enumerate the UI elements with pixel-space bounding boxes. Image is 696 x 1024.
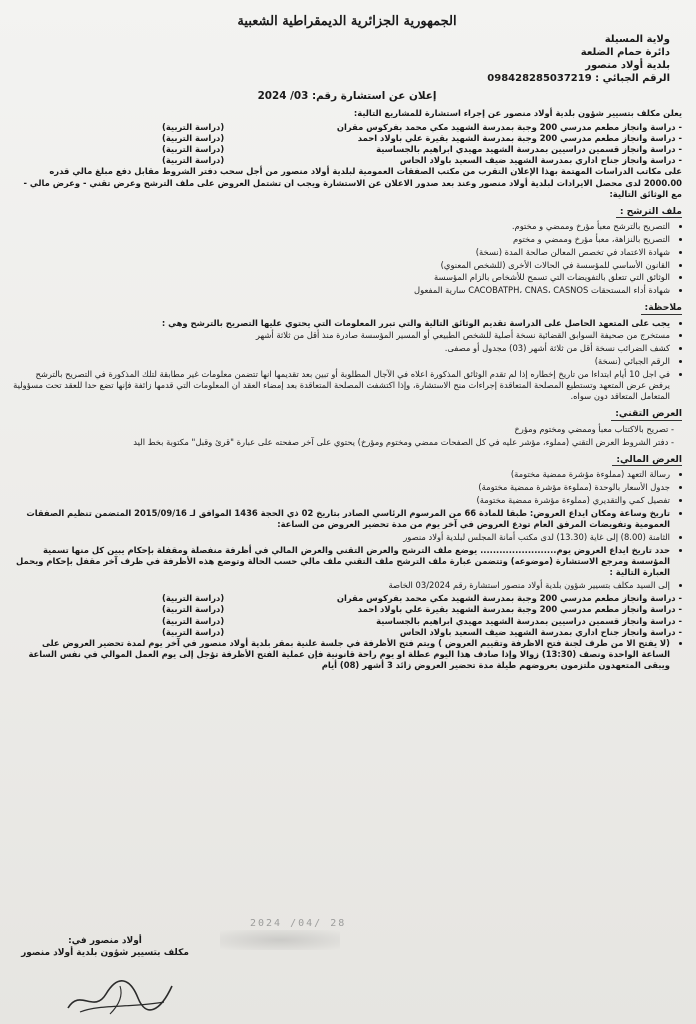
commune-line: بلدية أولاد منصور	[585, 60, 670, 72]
candidacy-item: • القانون الأساسي للمؤسسة في الحالات الأخرى (للشخص المعنوي)	[12, 260, 670, 271]
candidacy-item: • شهادة الاعتماد في تخصص المعالن صالحة المدة (نسخة)	[12, 247, 670, 258]
announcement-title-prefix: إعلان عن استشارة رقم:	[312, 90, 437, 103]
closing-list	[12, 638, 682, 672]
project-item	[12, 133, 682, 144]
project-text: - دراسة وانجاز مطعم مدرسي 200 وجبة بمدرسة الشهيد مكي محمد بفركوس مقران	[336, 593, 682, 604]
financial-offer-heading: العرض المالي:	[612, 454, 682, 466]
candidacy-heading: ملف الترشح :	[616, 206, 682, 218]
project-text: - دراسة وانجاز قسمين دراسيين بمدرسة الشهيد مهيدي ابراهيم بالجساسية	[376, 615, 682, 626]
project-tag: (دراسة التربية)	[162, 144, 225, 155]
project-text: - دراسة وانجاز جناح اداري بمدرسة الشهيد ضيف السعيد باولاد الحاس	[399, 155, 682, 166]
financial-item: • جدول الأسعار بالوحدة (مملوءة مؤشرة ممضية مختومة)	[12, 482, 670, 493]
financial-item: • رسالة التعهد (مملوءة مؤشرة ممضية مختومة)	[12, 469, 670, 480]
signature-place: أولاد منصور في:	[68, 936, 142, 946]
technical-item: - تصريح بالاكتتاب معبأ وممضي ومختوم ومؤرخ	[514, 423, 674, 434]
note-item: • الرقم الجبائي (نسخة)	[12, 356, 670, 367]
technical-item: - دفتر الشروط العرض التقني (مملوء، مؤشر عليه في كل الصفحات ممضي ومختوم ومؤرخ) يحتوي على آخر صفحته على عبارة "قرئ وقبل" مكتوبة بخط اليد	[133, 436, 674, 447]
candidacy-list	[12, 221, 682, 296]
note-item: • مستخرج من صحيفة السوابق القضائية نسخة أصلية للشخص الطبيعي أو المسير المؤسسة صادرة منذ أقل من ثلاثة أشهر	[12, 330, 670, 341]
nif-label: الرقم الجبائي :	[595, 73, 670, 85]
project-text: - دراسة وانجاز مطعم مدرسي 200 وجبة بمدرسة الشهيد مكي محمد بفركوس مقران	[336, 121, 682, 132]
issuer-header	[440, 33, 670, 85]
technical-offer-list	[12, 424, 682, 448]
candidacy-item: • شهادة أداء المستحقات CACOBATPH، CNAS، CASNOS سارية المفعول	[12, 285, 670, 296]
financial-offer-list	[12, 469, 682, 506]
envelope-paragraph: • حدد تاريخ ايداع العروض يوم........................ يوضع ملف الترشح والعرض التقني والعرض المالي في أظرفة منفصلة ومقفلة بإحكام يبين كل منها تسمية المؤسسة ومرجع الاستشارة (موضوعه) وتتضمن عبارة ملف الترشح ملف التقني ملف مالي حسب الحالة وتوضع هذه الأظرفة في ظرف آخر مقفل بإحكام ويحمل العبارة التالية :	[12, 545, 670, 579]
note-item: • في اجل 10 أيام ابتداءا من تاريخ إخطاره إذا لم تقدم الوثائق المذكورة اعلاه في الآجال المطلوبة أو تبين بعد تقديمها انها تتضمن معلومات غير مطابقة لتلك المذكورة في التصريح بالترشح يرفض عرض المتعهد وتستطيع المصلحة المتعاقدة إجراءات منح الاستشارة، وإذا اكتشفت المصلحة المتعاقدة بعد إمضاء العقد ان المعلومات التي قدمها زائفة فإنها تضع حدا للعقد تحت مسؤولية المتعامل المتعاقد دون سواه.	[12, 369, 670, 403]
project-tag: (دراسة التربية)	[162, 593, 225, 604]
address-paragraph: • إلى السيد مكلف بتسيير شؤون بلدية أولاد منصور استشارة رقم 03/2024 الخاصة	[12, 580, 670, 591]
project-tag: (دراسة التربية)	[162, 132, 225, 143]
daira-line: دائرة حمام الضلعة	[580, 47, 670, 59]
note-lead: • يجب على المتعهد الحاصل على الدراسة تقديم الوثائق التالية والتي تبرر المعلومات التي يحتوي عليها التصريح بالترشح وهي :	[12, 318, 670, 329]
wilaya-line: ولاية المسيلة	[604, 34, 670, 46]
project-text: - دراسة وانجاز مطعم مدرسي 200 وجبة بمدرسة الشهيد بقيرة علي باولاد احمد	[357, 604, 682, 615]
project-tag: (دراسة التربية)	[162, 615, 225, 626]
nif-value: 098428285037219	[487, 73, 592, 85]
signature-block	[20, 935, 190, 959]
hours-paragraph: • الثامنة (8.00) إلى غاية (13.30) لدى مكتب أمانة المجلس لبلدية أولاد منصور	[12, 532, 670, 543]
note-list	[12, 318, 682, 403]
project-item	[12, 593, 682, 604]
project-item	[12, 122, 682, 133]
scan-smudge	[220, 930, 340, 950]
technical-offer-heading: العرض التقني:	[611, 408, 682, 420]
signature-signer: مكلف بتسيير شؤون بلدية أولاد منصور	[21, 948, 189, 958]
announcement-number: 2024 /03	[257, 90, 309, 103]
deadline-paragraph: • تاريخ وساعة ومكان ايداع العروض: طبقا للمادة 66 من المرسوم الرئاسي الصادر بتاريخ 02 ذي الحجة 1436 الموافق لـ 2015/09/16 المتضمن تنظيم الصفقات العمومية وتفويضات المرفق العام تودع العروض في آخر يوم من مدة تحضير العروض من الساعة:	[12, 508, 670, 530]
project-tag: (دراسة التربية)	[162, 604, 225, 615]
date-stamp: 2024 /04/ 28	[250, 918, 347, 929]
candidacy-item: • التصريح بالنزاهة، معبأ مؤرخ وممضي و مختوم	[12, 234, 670, 245]
project-item	[12, 627, 682, 638]
project-item	[12, 604, 682, 615]
project-item	[12, 616, 682, 627]
intro-text: يعلن مكلف بتسيير شؤون بلدية أولاد منصور عن إجراء استشارة للمشاريع التالية:	[353, 108, 682, 119]
project-text: - دراسة وانجاز قسمين دراسيين بمدرسة الشهيد مهيدي ابراهيم بالجساسية	[376, 144, 682, 155]
project-text: - دراسة وانجاز مطعم مدرسي 200 وجبة بمدرسة الشهيد بقيرة علي باولاد احمد	[357, 132, 682, 143]
deposit-list	[12, 508, 682, 591]
closing-paragraph: • (لا يفتح الا من طرف لجنة فتح الاظرفة وتقييم العروض ) ويتم فتح الأظرفة في جلسة علنية بمقر بلدية أولاد منصور في آخر يوم لمدة تحضير العروض على الساعة الواحدة ونصف (13:30) زوالا وإذا صادف هذا اليوم عطلة او يوم راحة قانونية فإن عملية الفتح الأظرفة تؤجل إلى يوم العمل الموالي في نفس الساعة ويبقى المتعهدون ملتزمون بعروضهم طيلة مدة تحضير العروض زائد 3 أشهر (08) أيام	[12, 638, 670, 672]
project-text: - دراسة وانجاز جناح اداري بمدرسة الشهيد ضيف السعيد باولاد الحاس	[399, 626, 682, 637]
project-tag: (دراسة التربية)	[162, 155, 225, 166]
announcement-title	[12, 91, 682, 102]
announcement-document	[12, 10, 682, 674]
project-tag: (دراسة التربية)	[162, 626, 225, 637]
note-item: • كشف الضرائب نسخة أقل من ثلاثة أشهر (03) مجدول أو مصفى.	[12, 343, 670, 354]
projects-repeat-list	[12, 593, 682, 638]
project-item	[12, 144, 682, 155]
note-heading: ملاحظة:	[641, 302, 682, 314]
projects-list	[12, 122, 682, 167]
project-item	[12, 155, 682, 166]
nif-line	[440, 72, 670, 85]
project-tag: (دراسة التربية)	[162, 121, 225, 132]
withdrawal-paragraph: على مكاتب الدراسات المهتمة بهذا الإعلان التقرب من مكتب الصفقات العمومية لبلدية أولاد منصور من أجل سحب دفتر الشروط مقابل دفع مبلغ مالي قدره 2000.00 لدى محصل الايرادات لبلدية أولاد منصور وعند بعد صدور الاعلان عن الاستشارة ويجب ان تشتمل العروض على ملف الترشح وعرض تقني - وعرض مالي - مع الوثائق التالية:	[23, 166, 682, 199]
financial-item: • تفصيل كمي والتقديري (مملوءة مؤشرة ممضية مختومة)	[12, 495, 670, 506]
republic-title: الجمهورية الجزائرية الديمقراطية الشعبية	[237, 14, 457, 29]
handwritten-signature	[60, 968, 180, 1020]
candidacy-item: • التصريح بالترشح معبأ مؤرخ وممضي و مختوم.	[12, 221, 670, 232]
candidacy-item: • الوثائق التي تتعلق بالتفويضات التي تسمح للأشخاص بالزام المؤسسة	[12, 272, 670, 283]
